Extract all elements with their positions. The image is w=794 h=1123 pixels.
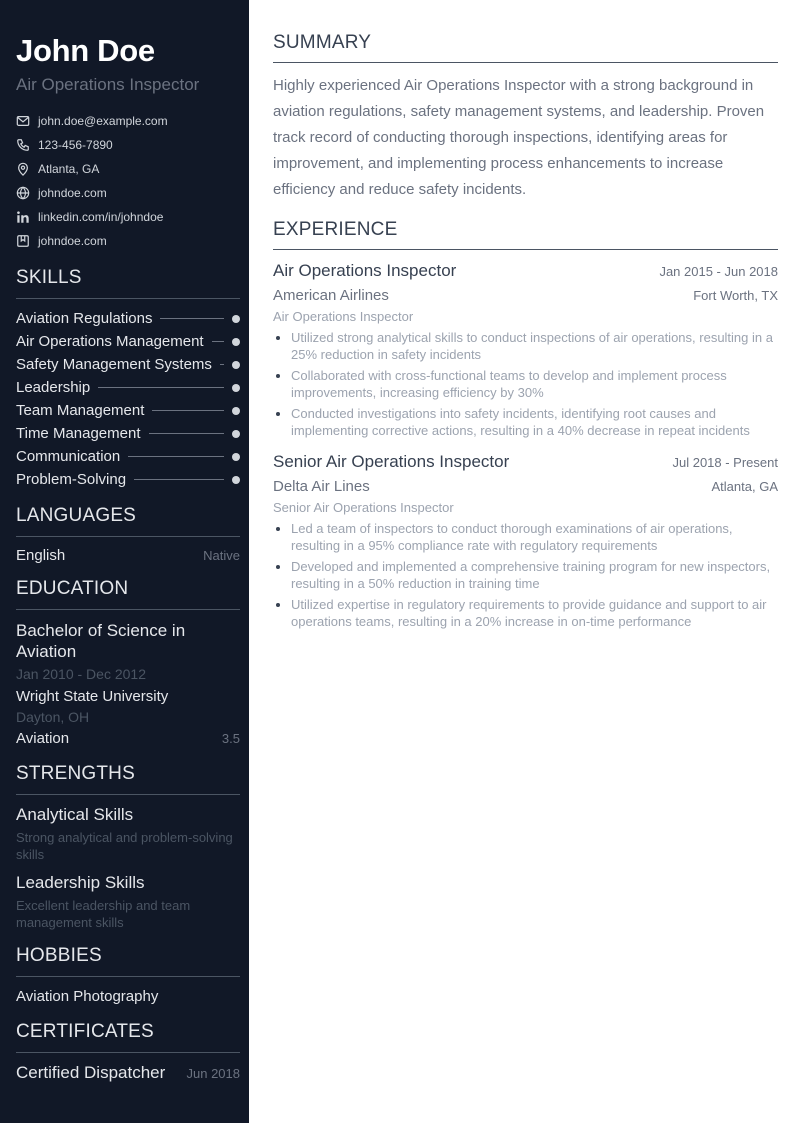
skill-line (160, 318, 224, 319)
skill-item (16, 468, 240, 491)
location-icon (16, 162, 30, 176)
skill-dot (232, 453, 240, 461)
language-item (16, 547, 240, 564)
candidate-title: Air Operations Inspector (16, 75, 200, 94)
languages-heading: LANGUAGES (16, 504, 240, 537)
job-company: American Airlines (273, 287, 389, 304)
skills-heading: SKILLS (16, 266, 240, 299)
certificate-item (16, 1063, 240, 1084)
skill-item (16, 399, 240, 422)
education-field: Aviation (16, 730, 70, 747)
certificates-heading: CERTIFICATES (16, 1020, 240, 1053)
experience-item (273, 451, 778, 630)
education-heading: EDUCATION (16, 577, 240, 610)
skills-list (16, 307, 240, 491)
bookmark-icon (16, 234, 30, 248)
job-bullets (273, 520, 778, 630)
skill-label: Leadership (16, 379, 91, 396)
skill-label: Team Management (16, 402, 145, 419)
certificate-name: Certified Dispatcher (16, 1063, 166, 1082)
job-bullet: Utilized strong analytical skills to conduct inspections of air operations, resulting in a 25% reduction in safety incidents (273, 329, 778, 363)
skill-dot (232, 476, 240, 484)
education-degree: Bachelor of Science in Aviation (16, 621, 186, 661)
skill-dot (232, 361, 240, 369)
education-field-row (16, 729, 240, 749)
contact-portfolio[interactable] (16, 229, 240, 253)
main-content (273, 32, 778, 634)
job-title: Senior Air Operations Inspector (273, 452, 510, 471)
skill-line (149, 433, 225, 434)
summary-text: Highly experienced Air Operations Inspector with a strong background in aviation regulations, safety management systems, and leadership. Proven track record of conducting thorough inspections, identifying areas for improvement, and implementing process enhancements to increase efficiency and reduce safety incidents. (273, 77, 765, 198)
job-bullet: Utilized expertise in regulatory requirements to provide guidance and support to air operations teams, resulting in a 20% increase in on-time performance (273, 596, 778, 630)
mail-icon (16, 114, 30, 128)
contact-email-text: john.doe@example.com (38, 114, 168, 128)
contact-phone[interactable] (16, 133, 240, 157)
candidate-name: John Doe (16, 33, 155, 68)
strength-title: Analytical Skills (16, 805, 134, 824)
strength-description: Excellent leadership and team management skills (16, 898, 191, 930)
skill-label: Communication (16, 448, 121, 465)
language-level: Native (203, 548, 240, 563)
job-title: Air Operations Inspector (273, 261, 457, 280)
contact-location-text: Atlanta, GA (38, 162, 100, 176)
job-bullet: Developed and implemented a comprehensive training program for new inspectors, resulting in a 50% reduction in training time (273, 558, 778, 592)
skill-dot (232, 407, 240, 415)
job-dates: Jan 2015 - Jun 2018 (659, 264, 778, 279)
job-location: Fort Worth, TX (693, 288, 778, 303)
phone-icon (16, 138, 30, 152)
job-company: Delta Air Lines (273, 478, 370, 495)
skill-item (16, 307, 240, 330)
job-bullet: Led a team of inspectors to conduct thorough examinations of air operations, resulting in a 95% compliance rate with regulatory requirements (273, 520, 778, 554)
skill-label: Safety Management Systems (16, 356, 212, 373)
contact-linkedin-text: linkedin.com/in/johndoe (38, 210, 164, 224)
skill-dot (232, 338, 240, 346)
job-role: Air Operations Inspector (273, 309, 414, 324)
education-dates: Jan 2010 - Dec 2012 (16, 666, 146, 682)
skill-label: Problem-Solving (16, 471, 127, 488)
contact-list (16, 109, 240, 253)
linkedin-icon (16, 210, 30, 224)
experience-heading: EXPERIENCE (273, 219, 778, 250)
contact-email[interactable] (16, 109, 240, 133)
contact-location (16, 157, 240, 181)
skill-dot (232, 430, 240, 438)
education-school: Wright State University (16, 688, 169, 705)
job-dates: Jul 2018 - Present (672, 455, 778, 470)
contact-phone-text: 123-456-7890 (38, 138, 113, 152)
contact-portfolio-text: johndoe.com (38, 234, 107, 248)
skill-line (128, 456, 224, 457)
skill-line (220, 364, 224, 365)
hobby-item: Aviation Photography (16, 988, 159, 1005)
skill-line (212, 341, 224, 342)
skill-label: Air Operations Management (16, 333, 204, 350)
strength-description: Strong analytical and problem-solving skills (16, 830, 233, 862)
skill-label: Aviation Regulations (16, 310, 153, 327)
skill-item (16, 330, 240, 353)
contact-linkedin[interactable] (16, 205, 240, 229)
job-bullet: Collaborated with cross-functional teams to develop and implement process improvements, increasing efficiency by 30% (273, 367, 778, 401)
job-bullets (273, 329, 778, 439)
strengths-heading: STRENGTHS (16, 762, 240, 795)
certificate-date: Jun 2018 (186, 1066, 240, 1081)
education-gpa: 3.5 (221, 731, 240, 746)
education-location: Dayton, OH (16, 709, 90, 725)
skill-line (98, 387, 224, 388)
summary-heading: SUMMARY (273, 32, 778, 63)
hobbies-heading: HOBBIES (16, 944, 240, 977)
contact-website[interactable] (16, 181, 240, 205)
skill-dot (232, 384, 240, 392)
skill-label: Time Management (16, 425, 141, 442)
sidebar (0, 0, 249, 1123)
job-location: Atlanta, GA (711, 479, 778, 494)
job-role: Senior Air Operations Inspector (273, 500, 454, 515)
contact-website-text: johndoe.com (38, 186, 107, 200)
globe-icon (16, 186, 30, 200)
skill-line (152, 410, 224, 411)
job-bullet: Conducted investigations into safety incidents, identifying root causes and implementing corrective actions, resulting in a 40% decrease in repeat incidents (273, 405, 778, 439)
skill-item (16, 445, 240, 468)
skill-item (16, 422, 240, 445)
skill-line (134, 479, 224, 480)
skill-item (16, 376, 240, 399)
language-name: English (16, 547, 66, 564)
strength-title: Leadership Skills (16, 873, 145, 892)
experience-item (273, 260, 778, 439)
skill-dot (232, 315, 240, 323)
skill-item (16, 353, 240, 376)
